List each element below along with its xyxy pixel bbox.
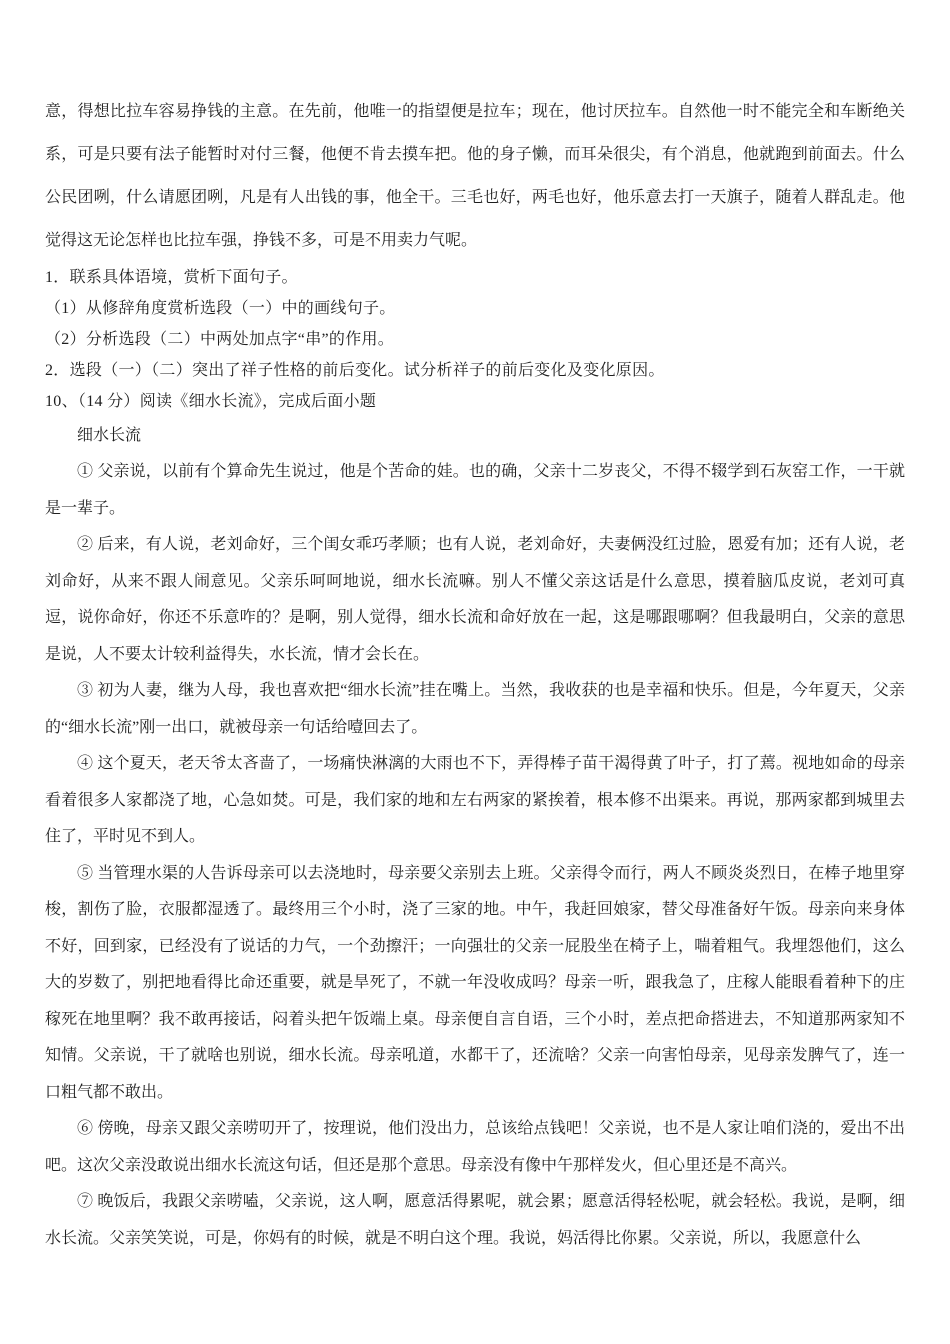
- reading-paragraph-5: ⑤ 当管理水渠的人告诉母亲可以去浇地时，母亲要父亲别去上班。父亲得令而行，两人不顾炎炎烈日，在棒子地里穿梭，割伤了脸，衣服都湿透了。最终用三个小时，浇了三家的地。中午，我赶回娘家，替父母准备好午饭。母亲向来身体不好，回到家，已经没有了说话的力气，一个劲擦汗；一向强壮的父亲一屁股坐在椅子上，喘着粗气。我埋怨他们，这么大的岁数了，别把地看得比命还重要，就是旱死了，不就一年没收成吗？母亲一听，跟我急了，庄稼人能眼看着种下的庄稼死在地里啊？我不敢再接话，闷着头把午饭端上桌。母亲便自言自语，三个小时，差点把命搭进去，不知道那两家知不知情。父亲说，干了就啥也别说，细水长流。母亲吼道，水都干了，还流啥？父亲一向害怕母亲，见母亲发脾气了，连一口粗气都不敢出。: [45, 864, 905, 1101]
- reading-paragraph-3: ③ 初为人妻，继为人母，我也喜欢把“细水长流”挂在嘴上。当然，我收获的也是幸福和快乐。但是，今年夏天，父亲的“细水长流”刚一出口，就被母亲一句话给噎回去了。: [45, 682, 905, 736]
- lead-passage-text: 意，得想比拉车容易挣钱的主意。在先前，他唯一的指望便是拉车；现在，他讨厌拉车。自然他一时不能完全和车断绝关系，可是只要有法子能暂时对付三餐，他便不肯去摸车把。他的身子懒，而耳朵很尖，有个消息，他就跑到前面去。什么公民团咧，什么请愿团咧，凡是有人出钱的事，他全干。三毛也好，两毛也好，他乐意去打一天旗子，随着人群乱走。他觉得这无论怎样也比拉车强，挣钱不多，可是不用卖力气呢。: [45, 103, 905, 249]
- question-line-1-sub-2: （2）分析选段（二）中两处加点字“串”的作用。: [45, 331, 395, 348]
- reading-paragraph-4: ④ 这个夏天，老天爷太吝啬了，一场痛快淋漓的大雨也不下，弄得棒子苗干渴得黄了叶子，打了蔫。视地如命的母亲看着很多人家都浇了地，心急如焚。可是，我们家的地和左右两家的紧挨着，根本修不出渠来。再说，那两家都到城里去住了，平时见不到人。: [45, 755, 905, 845]
- reading-paragraph-1: ① 父亲说，以前有个算命先生说过，他是个苦命的娃。也的确，父亲十二岁丧父，不得不辍学到石灰窑工作，一干就是一辈子。: [45, 463, 905, 517]
- reading-paragraph-7: ⑦ 晚饭后，我跟父亲唠嗑，父亲说，这人啊，愿意活得累呢，就会累；愿意活得轻松呢，就会轻松。我说，是啊，细水长流。父亲笑笑说，可是，你妈有的时候，就是不明白这个理。我说，妈活得比你累。父亲说，所以，我愿意什么: [45, 1193, 905, 1247]
- reading-paragraph-6: ⑥ 傍晚，母亲又跟父亲唠叨开了，按理说，他们没出力，总该给点钱吧！父亲说，也不是人家让咱们浇的，爱出不出吧。这次父亲没敢说出细水长流这句话，但还是那个意思。母亲没有像中午那样发火，但心里还是不高兴。: [45, 1120, 905, 1174]
- question-line-2: 2．选段（一）（二）突出了祥子性格的前后变化。试分析祥子的前后变化及变化原因。: [45, 362, 665, 379]
- reading-paragraph-2: ② 后来，有人说，老刘命好，三个闺女乖巧孝顺；也有人说，老刘命好，夫妻俩没红过脸，恩爱有加；还有人说，老刘命好，从来不跟人闹意见。父亲乐呵呵地说，细水长流嘛。别人不懂父亲这话是什么意思，摸着脑瓜皮说，老刘可真逗，说你命好，你还不乐意咋的？是啊，别人觉得，细水长流和命好放在一起，这是哪跟哪啊？但我最明白，父亲的意思是说，人不要太计较利益得失，水长流，情才会长在。: [45, 536, 905, 663]
- question-line-1-sub-1: （1）从修辞角度赏析选段（一）中的画线句子。: [45, 300, 396, 317]
- question-block: [45, 262, 905, 417]
- reading-title: 细水长流: [77, 427, 142, 444]
- reading-section: [45, 417, 905, 1257]
- question-line-1: 1．联系具体语境，赏析下面句子。: [45, 269, 298, 286]
- question-line-10: 10、（14 分）阅读《细水长流》，完成后面小题: [45, 393, 377, 410]
